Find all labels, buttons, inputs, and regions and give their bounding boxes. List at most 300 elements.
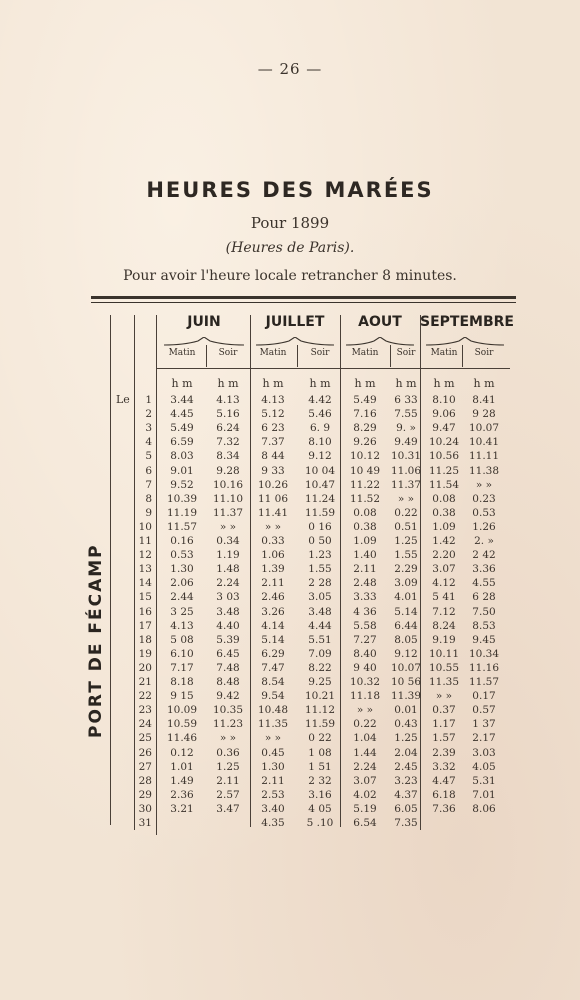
tide-time-cell: 1 08 (308, 746, 332, 759)
tide-time-cell: 5.12 (261, 408, 285, 421)
tide-time-cell: 1.49 (170, 774, 194, 787)
tide-time-cell: 8.10 (432, 394, 456, 406)
tide-time-cell: 11.35 (257, 718, 289, 731)
tide-time-cell: 6.05 (394, 802, 418, 815)
tide-time-cell: 7.27 (353, 633, 377, 646)
day-number: 22 (138, 690, 152, 703)
tide-time-cell: 11 06 (257, 492, 289, 505)
day-number: 31 (138, 817, 152, 829)
tide-time-cell: 7.09 (308, 647, 332, 660)
tide-time-cell: 5.14 (261, 633, 285, 646)
tide-time-cell: 4.35 (261, 817, 285, 829)
tide-time-cell: 4.02 (353, 788, 377, 801)
tide-time-cell: 5.39 (216, 633, 240, 646)
tide-time-cell: 4.47 (432, 774, 456, 787)
tide-time-cell: 0.43 (394, 718, 418, 731)
day-number: 9 (145, 506, 152, 519)
tide-time-cell: 3.47 (216, 802, 240, 815)
tide-time-cell: 1.44 (353, 746, 377, 759)
tide-time-cell: 0.22 (394, 506, 418, 519)
tide-time-cell: 2.29 (394, 563, 418, 576)
tide-time-cell: 10.07 (468, 422, 500, 435)
tide-time-cell: 1.25 (394, 535, 418, 547)
tide-time-cell: 1.23 (308, 549, 332, 562)
table-column-divider (110, 315, 111, 825)
tide-time-cell: 2.46 (261, 591, 285, 604)
tide-time-cell: 2.11 (216, 774, 240, 787)
day-number: 3 (145, 422, 152, 435)
tide-time-cell: 11.57 (468, 676, 500, 688)
tide-time-cell: 8.10 (308, 436, 332, 449)
day-number: 18 (138, 633, 152, 646)
tide-time-cell: 8.05 (394, 633, 418, 646)
tide-time-cell: 11.59 (304, 506, 336, 519)
tide-time-cell: 1.30 (261, 760, 285, 773)
tide-time-cell: 2.06 (170, 577, 194, 590)
day-number: 7 (145, 478, 152, 491)
tide-time-cell: 4.55 (472, 577, 496, 590)
tide-time-cell: 2.20 (432, 549, 456, 562)
tide-time-cell: 7.36 (432, 802, 456, 815)
tide-time-cell: 8.24 (432, 619, 456, 632)
tide-time-cell: 4.14 (261, 619, 285, 632)
tide-time-cell: 9.47 (432, 422, 456, 435)
day-number: 2 (145, 408, 152, 421)
tide-time-cell: 1.04 (353, 732, 377, 745)
tide-time-cell: 5.31 (472, 774, 496, 787)
tide-time-cell: 0.38 (353, 520, 377, 533)
day-number: 11 (138, 535, 152, 547)
hm-unit-label: h m (395, 377, 417, 390)
matin-soir-divider (206, 345, 207, 367)
tide-time-cell: 11.24 (304, 492, 336, 505)
tide-time-cell: 0.08 (432, 492, 456, 505)
day-number: 29 (138, 788, 152, 801)
tide-time-cell: 11.10 (212, 492, 244, 505)
tide-time-cell: 11.59 (304, 718, 336, 731)
day-number: 4 (145, 436, 152, 449)
tide-time-cell: 1.25 (394, 732, 418, 745)
tide-time-cell: 4.13 (170, 619, 194, 632)
tide-time-cell: 3.48 (216, 605, 240, 618)
tide-time-cell: 4.42 (308, 394, 332, 406)
day-number: 1 (145, 394, 152, 406)
tide-time-cell: 5.14 (394, 605, 418, 618)
tide-time-cell: 9.49 (394, 436, 418, 449)
tide-time-cell: 2 42 (472, 549, 496, 562)
tide-time-cell: 0.51 (394, 520, 418, 533)
tide-time-cell: 2.11 (261, 577, 285, 590)
tide-time-cell: 3.40 (261, 802, 285, 815)
tide-time-cell: 11.41 (257, 506, 289, 519)
tide-time-cell: 2.57 (216, 788, 240, 801)
tide-time-cell: 8.03 (170, 450, 194, 463)
tide-time-cell: 3.05 (308, 591, 332, 604)
tide-time-cell: 9 40 (353, 661, 377, 674)
tide-time-cell: 2. » (474, 535, 494, 547)
day-number: 13 (138, 563, 152, 576)
month-header: SEPTEMBRE (420, 314, 514, 330)
tide-time-cell: 2 28 (308, 577, 332, 590)
tide-time-cell: 5.16 (216, 408, 240, 421)
tide-time-cell: 2.48 (353, 577, 377, 590)
double-rule-bottom (91, 302, 516, 303)
tide-time-cell: 3.09 (394, 577, 418, 590)
month-header: JUIN (187, 314, 221, 330)
tide-time-cell: 0.53 (472, 506, 496, 519)
day-number: 6 (145, 464, 152, 477)
tide-time-cell: 6.44 (394, 619, 418, 632)
tide-time-cell: 4.40 (216, 619, 240, 632)
tide-time-cell: 1.19 (216, 549, 240, 562)
tide-time-cell: 0.53 (170, 549, 194, 562)
tide-time-cell: 2.24 (216, 577, 240, 590)
tide-time-cell: 3.26 (261, 605, 285, 618)
tide-time-cell: » » (264, 732, 282, 745)
matin-soir-divider (297, 345, 298, 367)
tide-time-cell: 11.16 (468, 661, 500, 674)
tide-time-cell: 8.29 (353, 422, 377, 435)
tide-time-cell: 6.24 (216, 422, 240, 435)
tide-time-cell: 0.12 (170, 746, 194, 759)
tide-time-cell: » » (219, 520, 237, 533)
matin-label: Matin (351, 348, 379, 358)
tide-time-cell: 4.37 (394, 788, 418, 801)
port-label-text: PORT DE FÉCAMP (86, 543, 106, 738)
tide-time-cell: 6 23 (261, 422, 285, 435)
tide-time-cell: 2.36 (170, 788, 194, 801)
tide-time-cell: 10 49 (349, 464, 381, 477)
tide-time-cell: 8 44 (261, 450, 285, 463)
tide-time-cell: 9 28 (472, 408, 496, 421)
tide-time-cell: 2.04 (394, 746, 418, 759)
tide-time-cell: 6.45 (216, 647, 240, 660)
soir-label: Soir (310, 348, 330, 358)
tide-time-cell: 6 28 (472, 591, 496, 604)
tide-time-cell: 11.35 (428, 676, 460, 688)
tide-time-cell: 0 22 (308, 732, 332, 745)
day-number: 23 (138, 704, 152, 717)
tide-time-cell: 9.25 (308, 676, 332, 688)
tide-time-cell: 3.36 (472, 563, 496, 576)
tide-time-cell: 0.17 (472, 690, 496, 703)
month-header: JUILLET (265, 314, 325, 330)
tide-time-cell: 9 33 (261, 464, 285, 477)
tide-time-cell: 10.39 (166, 492, 198, 505)
tide-time-cell: 1.17 (432, 718, 456, 731)
tide-time-cell: 9.54 (261, 690, 285, 703)
day-number: 16 (138, 605, 152, 618)
tide-time-cell: 10.21 (304, 690, 336, 703)
day-number: 21 (138, 676, 152, 688)
tide-time-cell: 8.06 (472, 802, 496, 815)
tide-time-cell: 1.39 (261, 563, 285, 576)
tide-time-cell: 0.01 (394, 704, 418, 717)
tide-time-cell: 9.12 (308, 450, 332, 463)
tide-time-cell: 11.39 (390, 690, 422, 703)
tide-time-cell: 1.09 (432, 520, 456, 533)
tide-time-cell: 10.56 (428, 450, 460, 463)
tide-time-cell: 3.07 (432, 563, 456, 576)
tide-time-cell: 0.57 (472, 704, 496, 717)
tide-time-cell: 5.51 (308, 633, 332, 646)
tide-time-cell: 6.10 (170, 647, 194, 660)
day-number: 20 (138, 661, 152, 674)
tide-time-cell: 10.12 (349, 450, 381, 463)
tide-time-cell: 10.55 (428, 661, 460, 674)
day-number: 15 (138, 591, 152, 604)
tide-time-cell: 8.48 (216, 676, 240, 688)
tide-time-cell: 11.46 (166, 732, 198, 745)
tide-time-cell: 11.37 (390, 478, 422, 491)
tide-time-cell: 11.37 (212, 506, 244, 519)
tide-time-cell: 7.55 (394, 408, 418, 421)
soir-label: Soir (218, 348, 238, 358)
tide-time-cell: 6.59 (170, 436, 194, 449)
tide-time-cell: 6.54 (353, 817, 377, 829)
subtitle-time: (Heures de Paris). (225, 240, 355, 256)
tide-time-cell: 10.09 (166, 704, 198, 717)
tide-time-cell: 9.26 (353, 436, 377, 449)
day-number: 28 (138, 774, 152, 787)
tide-time-cell: 3.16 (308, 788, 332, 801)
tide-time-cell: 4.12 (432, 577, 456, 590)
tide-time-cell: 10 04 (304, 464, 336, 477)
matin-label: Matin (168, 348, 196, 358)
tide-time-cell: 5.46 (308, 408, 332, 421)
tide-time-cell: 9. » (396, 422, 416, 435)
tide-time-cell: 10.59 (166, 718, 198, 731)
soir-label: Soir (396, 348, 416, 358)
tide-time-cell: 10.41 (468, 436, 500, 449)
tide-time-cell: 10.35 (212, 704, 244, 717)
tide-time-cell: 3.21 (170, 802, 194, 815)
tide-time-cell: 0.08 (353, 506, 377, 519)
day-number: 26 (138, 746, 152, 759)
le-label: Le (116, 393, 130, 406)
tide-time-cell: 7.37 (261, 436, 285, 449)
tide-time-cell: 9.28 (216, 464, 240, 477)
tide-time-cell: 9.12 (394, 647, 418, 660)
month-brace (256, 332, 334, 342)
month-brace (164, 332, 244, 342)
tide-time-cell: 1 51 (308, 760, 332, 773)
month-header: AOUT (358, 314, 402, 330)
tide-time-cell: 1.25 (216, 760, 240, 773)
tide-time-cell: 1.55 (308, 563, 332, 576)
day-number: 25 (138, 732, 152, 745)
tide-time-cell: 2.44 (170, 591, 194, 604)
hm-unit-label: h m (217, 377, 239, 390)
hm-unit-label: h m (433, 377, 455, 390)
tide-time-cell: 10.11 (428, 647, 460, 660)
tide-time-cell: 7.48 (216, 661, 240, 674)
soir-label: Soir (474, 348, 494, 358)
month-brace (426, 332, 504, 342)
tide-time-cell: 7.35 (394, 817, 418, 829)
tide-time-cell: 10.48 (257, 704, 289, 717)
subtitle-year: Pour 1899 (250, 214, 330, 232)
tide-time-cell: 6.29 (261, 647, 285, 660)
tide-time-cell: 3 25 (170, 605, 194, 618)
tide-time-cell: 7.50 (472, 605, 496, 618)
tide-time-cell: 8.41 (472, 394, 496, 406)
tide-time-cell: 1.09 (353, 535, 377, 547)
day-number: 5 (145, 450, 152, 463)
tide-time-cell: » » (435, 690, 453, 703)
day-number: 24 (138, 718, 152, 731)
tide-time-cell: 11.57 (166, 520, 198, 533)
tide-time-cell: 8.22 (308, 661, 332, 674)
tide-time-cell: 4 36 (353, 605, 377, 618)
tide-time-cell: 11.52 (349, 492, 381, 505)
tide-time-cell: 4.01 (394, 591, 418, 604)
tide-time-cell: 9.01 (170, 464, 194, 477)
tide-time-cell: 3.32 (432, 760, 456, 773)
tide-time-cell: 5.19 (353, 802, 377, 815)
tide-time-cell: 8.54 (261, 676, 285, 688)
day-number: 27 (138, 760, 152, 773)
tide-time-cell: 7.16 (353, 408, 377, 421)
tide-time-cell: 10.32 (349, 676, 381, 688)
tide-time-cell: 11.11 (468, 450, 500, 463)
tide-time-cell: 6. 9 (309, 422, 331, 435)
tide-time-cell: 10.26 (257, 478, 289, 491)
tide-time-cell: 2.17 (472, 732, 496, 745)
tide-time-cell: 2.11 (261, 774, 285, 787)
tide-time-cell: 9.06 (432, 408, 456, 421)
tide-time-cell: 7.17 (170, 661, 194, 674)
tide-time-cell: 0.16 (170, 535, 194, 547)
tide-time-cell: 11.19 (166, 506, 198, 519)
tide-time-cell: 1.06 (261, 549, 285, 562)
tide-time-cell: 3.03 (472, 746, 496, 759)
tide-time-cell: 10.16 (212, 478, 244, 491)
tide-time-cell: 7.47 (261, 661, 285, 674)
tide-time-cell: 1.57 (432, 732, 456, 745)
tide-time-cell: 3.33 (353, 591, 377, 604)
tide-time-cell: 2 32 (308, 774, 332, 787)
day-number: 8 (145, 492, 152, 505)
matin-label: Matin (430, 348, 458, 358)
page-number: — 26 — (257, 60, 323, 78)
day-number: 17 (138, 619, 152, 632)
tide-time-cell: 1.26 (472, 520, 496, 533)
tide-time-cell: 4.44 (308, 619, 332, 632)
tide-time-cell: 1.01 (170, 760, 194, 773)
tide-time-cell: 9.42 (216, 690, 240, 703)
subheader-rule (156, 368, 510, 369)
tide-time-cell: 5 41 (432, 591, 456, 604)
tide-time-cell: 4.45 (170, 408, 194, 421)
tide-time-cell: 3.44 (170, 394, 194, 406)
tide-time-cell: 0.33 (261, 535, 285, 547)
tide-time-cell: 0.22 (353, 718, 377, 731)
tide-time-cell: 5 .10 (306, 817, 334, 829)
tide-time-cell: 11.54 (428, 478, 460, 491)
day-number: 19 (138, 647, 152, 660)
hm-unit-label: h m (171, 377, 193, 390)
tide-time-cell: 1 37 (472, 718, 496, 731)
tide-time-cell: 8.40 (353, 647, 377, 660)
day-number: 12 (138, 549, 152, 562)
tide-time-cell: 0.37 (432, 704, 456, 717)
tide-time-cell: 3.07 (353, 774, 377, 787)
hm-unit-label: h m (473, 377, 495, 390)
tide-time-cell: 10.24 (428, 436, 460, 449)
day-number: 14 (138, 577, 152, 590)
tide-time-cell: 11.38 (468, 464, 500, 477)
tide-time-cell: 11.06 (390, 464, 422, 477)
tide-time-cell: 10.07 (390, 661, 422, 674)
tide-time-cell: 9.45 (472, 633, 496, 646)
hm-unit-label: h m (262, 377, 284, 390)
tide-time-cell: 4 05 (308, 802, 332, 815)
tide-time-cell: 3.48 (308, 605, 332, 618)
tide-time-cell: 4.13 (216, 394, 240, 406)
tide-time-cell: 0.36 (216, 746, 240, 759)
tide-time-cell: 8.18 (170, 676, 194, 688)
tide-time-cell: 1.30 (170, 563, 194, 576)
tide-time-cell: 11.18 (349, 690, 381, 703)
tide-time-cell: » » (219, 732, 237, 745)
tide-time-cell: 4.13 (261, 394, 285, 406)
tide-time-cell: 11.12 (304, 704, 336, 717)
tide-time-cell: 2.53 (261, 788, 285, 801)
day-number: 10 (138, 520, 152, 533)
tide-time-cell: 7.12 (432, 605, 456, 618)
tide-time-cell: 11.25 (428, 464, 460, 477)
tide-time-cell: » » (397, 492, 415, 505)
tide-time-cell: 10.34 (468, 647, 500, 660)
tide-time-cell: 2.45 (394, 760, 418, 773)
day-number: 30 (138, 802, 152, 815)
tide-time-cell: 5.58 (353, 619, 377, 632)
tide-time-cell: 0.38 (432, 506, 456, 519)
tide-time-cell: 8.53 (472, 619, 496, 632)
tide-time-cell: 0.34 (216, 535, 240, 547)
hm-unit-label: h m (309, 377, 331, 390)
tide-time-cell: 7.32 (216, 436, 240, 449)
tide-time-cell: 0 16 (308, 520, 332, 533)
matin-label: Matin (259, 348, 287, 358)
tide-time-cell: 11.23 (212, 718, 244, 731)
tide-time-cell: » » (264, 520, 282, 533)
tide-time-cell: » » (356, 704, 374, 717)
tide-time-cell: 10 56 (390, 676, 422, 688)
tide-time-cell: 3.23 (394, 774, 418, 787)
tide-time-cell: 2.39 (432, 746, 456, 759)
tide-time-cell: 0.23 (472, 492, 496, 505)
tide-time-cell: 6 33 (394, 394, 418, 406)
table-column-divider (156, 315, 157, 835)
month-brace (346, 332, 414, 342)
local-time-note: Pour avoir l'heure locale retrancher 8 minutes. (123, 268, 457, 284)
tide-time-cell: 5.49 (170, 422, 194, 435)
tide-time-cell: 4.05 (472, 760, 496, 773)
tide-time-cell: » » (475, 478, 493, 491)
tide-time-cell: 11.22 (349, 478, 381, 491)
tide-time-cell: 8.34 (216, 450, 240, 463)
tide-time-cell: 9.52 (170, 478, 194, 491)
tide-time-cell: 1.42 (432, 535, 456, 547)
tide-time-cell: 9.19 (432, 633, 456, 646)
tide-time-cell: 0.45 (261, 746, 285, 759)
tide-time-cell: 6.18 (432, 788, 456, 801)
tide-time-cell: 1.48 (216, 563, 240, 576)
tide-time-cell: 10.47 (304, 478, 336, 491)
tide-time-cell: 5 08 (170, 633, 194, 646)
